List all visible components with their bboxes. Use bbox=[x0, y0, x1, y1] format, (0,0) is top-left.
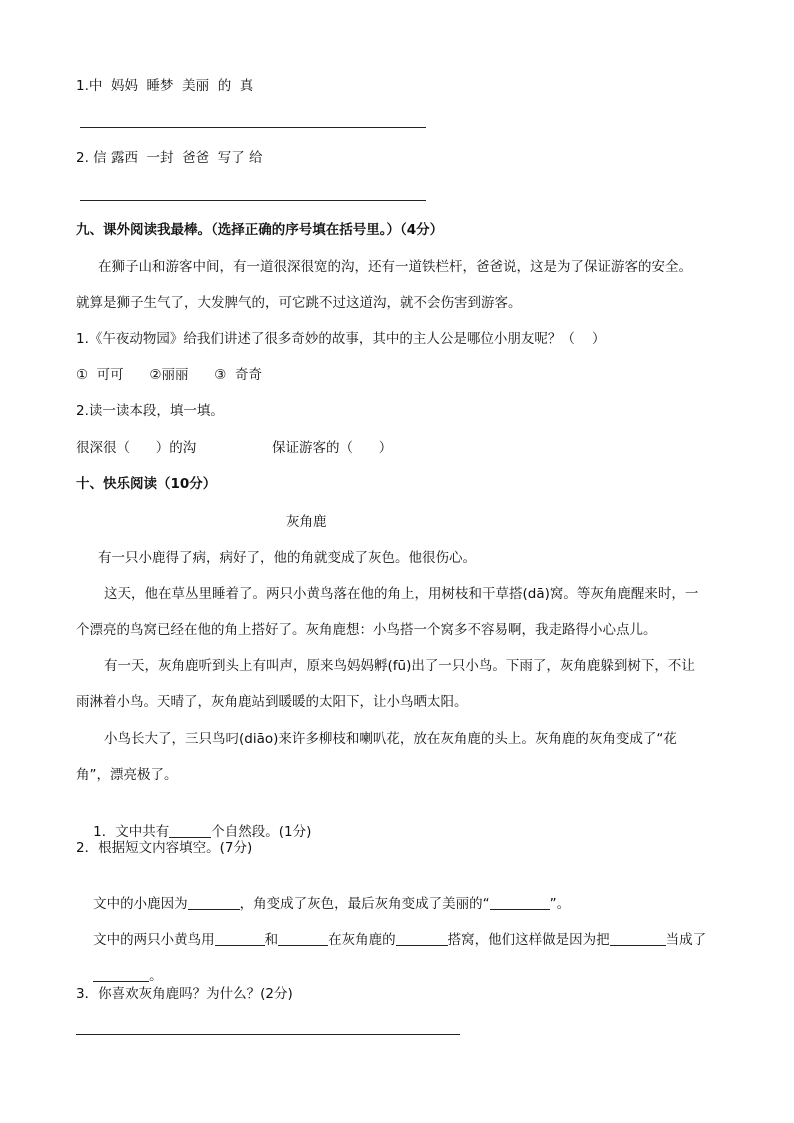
fill-2-text-f: 。 bbox=[149, 968, 163, 984]
section-9-paragraph-line-2: 就算是狮子生气了，大发脾气的，可它跳不过这道沟，就不会伤害到游客。 bbox=[76, 295, 522, 311]
story-paragraph-2-line-2: 个漂亮的鸟窝已经在他的角上搭好了。灰角鹿想：小鸟搭一个窝多不容易啊，我走路得小心点儿。 bbox=[76, 622, 657, 638]
section-10-heading: 十、快乐阅读（10分） bbox=[76, 476, 217, 492]
story-paragraph-1: 有一只小鹿得了病，病好了，他的角就变成了灰色。他很伤心。 bbox=[98, 550, 476, 566]
fill-2-text-d: 搭窝，他们这样做是因为把 bbox=[447, 932, 610, 948]
story-paragraph-3-line-2: 雨淋着小鸟。天晴了，灰角鹿站到暖暖的太阳下，让小鸟晒太阳。 bbox=[76, 694, 468, 710]
fill-1-text-b: ，角变成了灰色，最后灰角变成了美丽的“ bbox=[239, 896, 490, 912]
story-title: 灰角鹿 bbox=[286, 514, 327, 530]
fill-1-text-a: 文中的小鹿因为 bbox=[93, 896, 188, 912]
fill-2-blank-c[interactable] bbox=[396, 931, 448, 946]
fill-2-blank-a[interactable] bbox=[215, 931, 265, 946]
sentence-2: 2. 信 露西 一封 爸爸 写了 给 bbox=[76, 150, 263, 166]
answer-line-2[interactable] bbox=[80, 200, 426, 201]
fill-sentence-2 bbox=[76, 910, 706, 970]
fill-2-blank-d[interactable] bbox=[610, 931, 666, 946]
sentence-1: 1.中 妈妈 睡梦 美丽 的 真 bbox=[76, 78, 254, 94]
paragraph-count-blank[interactable] bbox=[169, 823, 211, 838]
section-9-options: ① 可可 ②丽丽 ③ 奇奇 bbox=[76, 367, 262, 383]
section-9-fill-b: 保证游客的（ ） bbox=[272, 440, 393, 456]
section-9-fill-a: 很深很（ ）的沟 bbox=[76, 440, 197, 456]
fill-1-text-c: ”。 bbox=[549, 896, 571, 912]
fill-2-text-b: 和 bbox=[264, 932, 279, 948]
story-paragraph-2-line-1: 这天，他在草丛里睡着了。两只小黄鸟落在他的角上，用树枝和干草搭(dā)窝。等灰角鹿醒来时，一 bbox=[104, 586, 699, 602]
question-1-suffix: 个自然段。(1分) bbox=[211, 824, 312, 840]
section-10-question-2: 2．根据短文内容填空。(7分) bbox=[76, 840, 253, 856]
section-9-paragraph-line-1: 在狮子山和游客中间，有一道很深很宽的沟，还有一道铁栏杆，爸爸说，这是为了保证游客的安全。 bbox=[98, 259, 692, 275]
story-paragraph-4-line-2: 角”，漂亮极了。 bbox=[76, 767, 178, 783]
section-10-question-3: 3．你喜欢灰角鹿吗？为什么？(2分) bbox=[76, 986, 293, 1002]
fill-2-blank-b[interactable] bbox=[278, 931, 328, 946]
story-paragraph-3-line-1: 有一天，灰角鹿听到头上有叫声，原来鸟妈妈孵(fū)出了一只小鸟。下雨了，灰角鹿躲到树下，不让 bbox=[104, 658, 695, 674]
fill-2-text-c: 在灰角鹿的 bbox=[328, 932, 396, 948]
fill-2-text-a: 文中的两只小黄鸟用 bbox=[93, 932, 215, 948]
fill-1-blank-a[interactable] bbox=[188, 895, 240, 910]
section-9-heading: 九、课外阅读我最棒。（选择正确的序号填在括号里。）（4分） bbox=[76, 222, 444, 238]
answer-line-3[interactable] bbox=[76, 1034, 460, 1035]
fill-1-blank-b[interactable] bbox=[490, 895, 550, 910]
section-9-question-1: 1.《午夜动物园》给我们讲述了很多奇妙的故事，其中的主人公是哪位小朋友呢？（ ） bbox=[76, 331, 606, 347]
fill-2-text-e: 当成了 bbox=[665, 932, 707, 948]
story-paragraph-4-line-1: 小鸟长大了，三只鸟叼(diāo)来许多柳枝和喇叭花，放在灰角鹿的头上。灰角鹿的灰角变成了“花 bbox=[104, 731, 677, 747]
question-1-prefix: 1．文中共有 bbox=[93, 824, 170, 840]
fill-2-blank-e[interactable] bbox=[93, 967, 149, 982]
answer-line-1[interactable] bbox=[80, 127, 426, 128]
section-9-question-2: 2.读一读本段，填一填。 bbox=[76, 403, 224, 419]
